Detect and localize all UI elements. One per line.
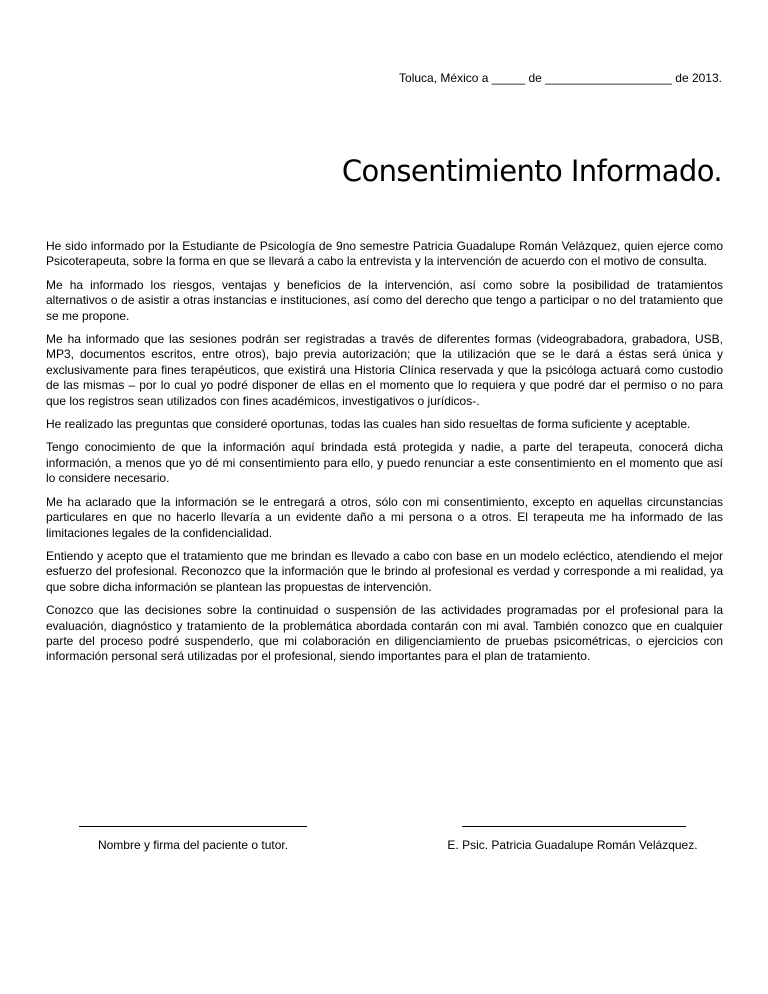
paragraph: Entiendo y acepto que el tratamiento que me brindan es llevado a cabo con base en un modelo ecléctico, atendiendo el mejor esfuerzo del profesional. Reconozco que la información que le brindo al profesional es verdad y corresponde a mi realidad, ya que sobre dicha información se plantean las propuestas de intervención.	[46, 548, 723, 594]
paragraph: He sido informado por la Estudiante de Psicología de 9no semestre Patricia Guadalupe Román Velázquez, quien ejerce como Psicoterapeuta, sobre la forma en que se llevará a cabo la entrevista y la intervención de acuerdo con el motivo de consulta.	[46, 239, 723, 269]
paragraph: Me ha aclarado que la información se le entregará a otros, sólo con mi consentimiento, excepto en aquellas circunstancias particulares en que no hacerlo llevaría a un evidente daño a mi persona o a otros. El terapeuta me ha informado de las limitaciones legales de la confidencialidad.	[46, 494, 723, 540]
therapist-signature-label: E. Psic. Patricia Guadalupe Román Velázquez.	[447, 838, 698, 852]
date-line: Toluca, México a _____ de ___________________ de 2013.	[399, 71, 722, 85]
document-body	[46, 239, 723, 673]
paragraph: Me ha informado que las sesiones podrán ser registradas a través de diferentes formas (videograbadora, grabadora, USB, MP3, documentos escritos, entre otros), bajo previa autorización; que la utilización que se le dará a éstas será única y exclusivamente para fines terapéuticos, que existirá una Historia Clínica reservada y que la psicóloga actuará como custodio de las mismas – por lo cual yo podré disponer de ellas en el momento que lo requiera y que podré dar el permiso o no para que los registros sean utilizados con fines académicos, investigativos o jurídicos-.	[46, 332, 723, 408]
paragraph: He realizado las preguntas que consideré oportunas, todas las cuales han sido resueltas de forma suficiente y aceptable.	[46, 417, 691, 432]
patient-signature-label: Nombre y firma del paciente o tutor.	[97, 838, 289, 852]
patient-signature-block	[79, 812, 307, 853]
paragraph: Conozco que las decisiones sobre la continuidad o suspensión de las actividades programadas por el profesional para la evaluación, diagnóstico y tratamiento de la problemática abordada contarán con mi aval. También conozco que en cualquier parte del proceso podré suspenderlo, que mi colaboración en diligenciamiento de pruebas psicométricas, o ejercicios con información personal será utilizadas por el profesional, siendo importantes para el plan de tratamiento.	[46, 603, 723, 664]
patient-signature-line	[79, 812, 307, 827]
therapist-signature-block	[430, 812, 715, 853]
paragraph: Me ha informado los riesgos, ventajas y beneficios de la intervención, así como sobre la posibilidad de tratamientos alternativos o de asistir a otras instancias e instituciones, así como del derecho que tengo a participar o no del tratamiento que se me propone.	[46, 277, 723, 323]
therapist-signature-line	[462, 812, 686, 827]
paragraph: Tengo conocimiento de que la información aquí brindada está protegida y nadie, a parte del terapeuta, conocerá dicha información, a menos que yo dé mi consentimiento para ello, y puedo renunciar a este consentimiento en el momento que así lo considere necesario.	[46, 440, 723, 486]
document-title: Consentimiento Informado.	[341, 154, 722, 188]
